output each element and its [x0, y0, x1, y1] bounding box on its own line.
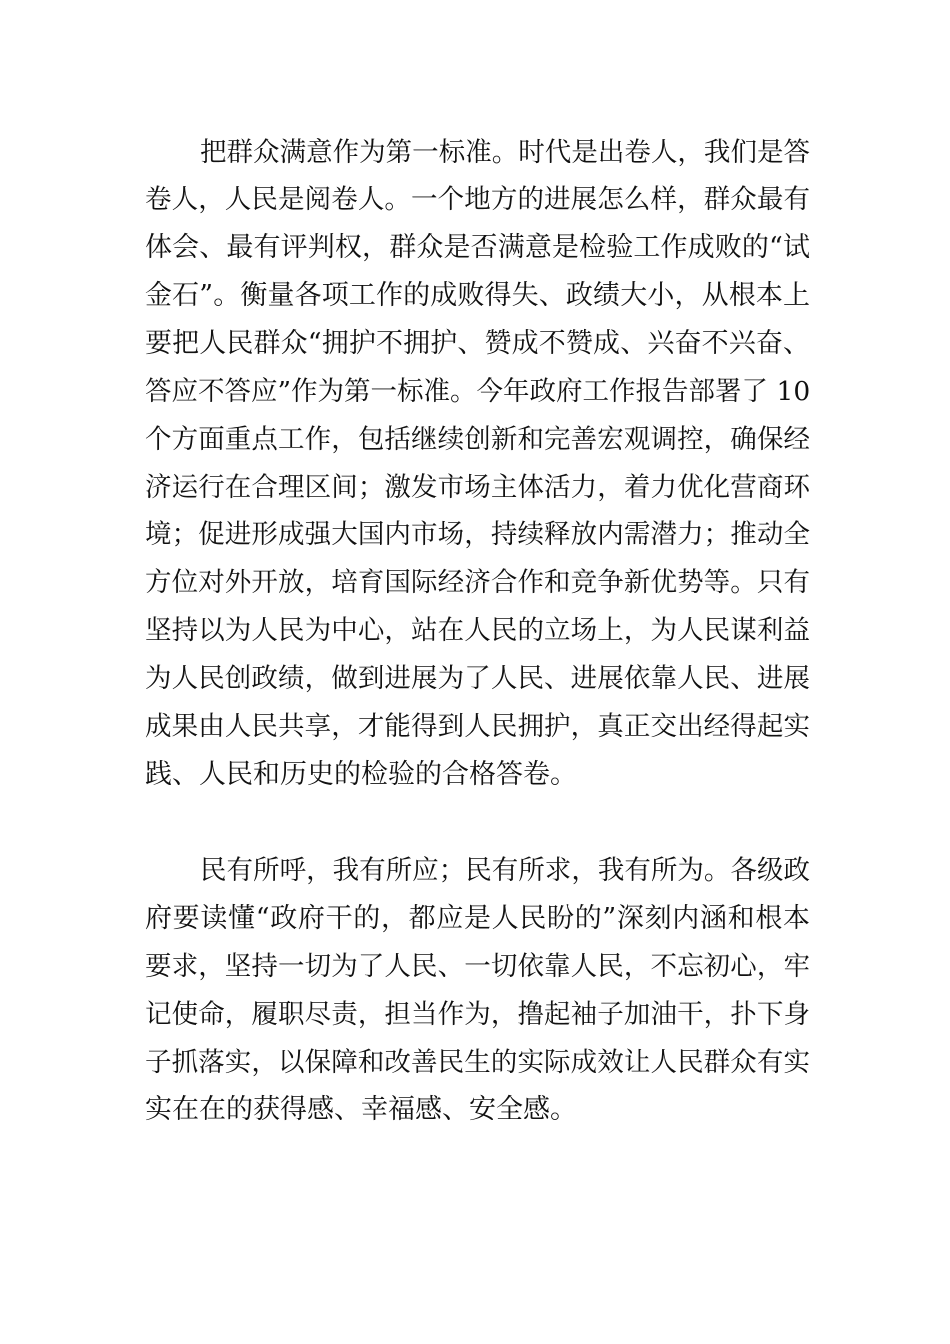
- paragraph-2-line-3: 要求，坚持一切为了人民、一切依靠人民，不忘初心，牢: [145, 951, 810, 982]
- paragraph-1-line-8: 济运行在合理区间；激发市场主体活力，着力优化营商环: [145, 472, 810, 503]
- paragraph-2-line-5: 子抓落实，以保障和改善民生的实际成效让人民群众有实: [145, 1047, 810, 1078]
- paragraph-1-line-4: 金石”。衡量各项工作的成败得失、政绩大小，从根本上: [145, 280, 810, 311]
- paragraph-1-line-13: 成果由人民共享，才能得到人民拥护，真正交出经得起实: [145, 711, 810, 742]
- paragraph-1-line-6: 答应不答应”作为第一标准。今年政府工作报告部署了 10: [145, 376, 811, 407]
- paragraph-1-line-12: 为人民创政绩，做到进展为了人民、进展依靠人民、进展: [145, 663, 810, 694]
- paragraph-2-line-4: 记使命，履职尽责，担当作为，撸起袖子加油干，扑下身: [145, 999, 810, 1030]
- paragraph-1-line-7: 个方面重点工作，包括继续创新和完善宏观调控，确保经: [145, 424, 810, 455]
- paragraph-1-line-14: 践、人民和历史的检验的合格答卷。: [145, 759, 577, 790]
- paragraph-1-line-11: 坚持以为人民为中心，站在人民的立场上，为人民谋利益: [145, 615, 810, 646]
- paragraph-1-line-9: 境；促进形成强大国内市场，持续释放内需潜力；推动全: [145, 519, 810, 550]
- paragraph-1-line-1: 把群众满意作为第一标准。时代是出卷人，我们是答: [200, 137, 810, 168]
- paragraph-1-line-10: 方位对外开放，培育国际经济合作和竞争新优势等。只有: [145, 567, 810, 598]
- paragraph-1-line-5: 要把人民群众“拥护不拥护、赞成不赞成、兴奋不兴奋、: [145, 328, 810, 359]
- paragraph-1-line-3: 体会、最有评判权，群众是否满意是检验工作成败的“试: [145, 232, 810, 263]
- paragraph-1-line-2: 卷人，人民是阅卷人。一个地方的进展怎么样，群众最有: [145, 184, 810, 215]
- paragraph-2-line-6: 实在在的获得感、幸福感、安全感。: [145, 1094, 577, 1125]
- paragraph-2-line-1: 民有所呼，我有所应；民有所求，我有所为。各级政: [200, 855, 810, 886]
- paragraph-2-line-2: 府要读懂“政府干的，都应是人民盼的”深刻内涵和根本: [145, 903, 810, 934]
